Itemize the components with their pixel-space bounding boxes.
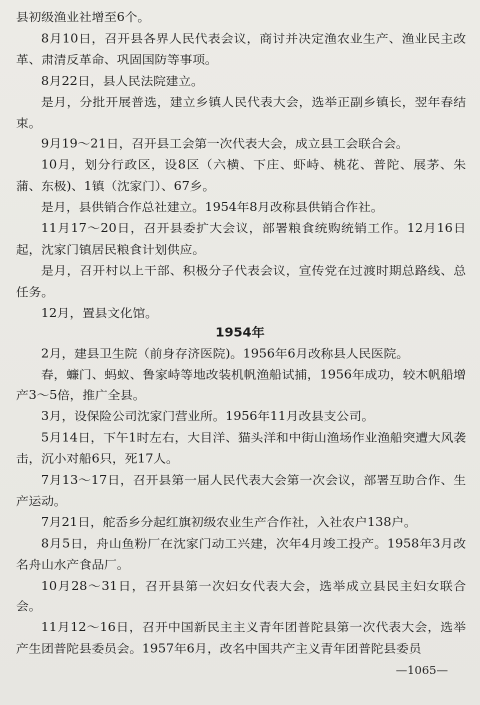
- paragraph-aug-5: 8月5日，舟山鱼粉厂在沈家门动工兴建，次年4月竣工投产。1958年3月改名舟山水产食品厂。: [16, 536, 466, 572]
- paragraph-supply-coop: 是月，县供销合作总社建立。1954年8月改称县供销合作社。: [41, 200, 384, 214]
- paragraph-oct-28: 10月28～31日，召开县第一次妇女代表大会，选举成立县民主妇女联合会。: [16, 578, 466, 614]
- paragraph-continuation: 县初级渔业社增至6个。: [16, 10, 150, 24]
- page-number: —1065—: [395, 663, 448, 677]
- paragraph-nov-12: 11月12～16日，召开中国新民主主义青年团普陀县第一次代表大会，选举产生团普陀县委员会。1957年6月，改名中国共产主义青年团普陀县委员: [16, 620, 466, 656]
- paragraph-aug-10: 8月10日，召开县各界人民代表会议，商讨并决定渔农业生产、渔业民主改革、肃清反革命、巩固国防等事项。: [16, 31, 466, 67]
- paragraph-election: 是月，分批开展普选，建立乡镇人民代表大会，选举正副乡镇长，翌年春结束。: [16, 94, 466, 130]
- paragraph-sep-19: 9月19～21日，召开县工会第一次代表大会，成立县工会联合会。: [41, 136, 409, 151]
- paragraph-dec-culture: 12月，置县文化馆。: [41, 305, 158, 320]
- paragraph-spring-boats: 春，蠊门、蚂蚁、鲁家峙等地改装机帆渔船试捕，1956年成功，较木帆船增产3～5倍，推广全县。: [16, 367, 466, 403]
- paragraph-cadre-meeting: 是月，召开村以上干部、积极分子代表会议，宣传党在过渡时期总路线、总任务。: [16, 263, 466, 299]
- paragraph-nov-17: 11月17～20日，召开县委扩大会议，部署粮食统购统销工作。12月16日起，沈家门镇居民粮食计划供应。: [16, 221, 466, 257]
- paragraph-jul-21: 7月21日，舵岙乡分起红旗初级农业生产合作社，入社农户138户。: [41, 514, 417, 529]
- paragraph-mar-insurance: 3月，设保险公司沈家门营业所。1956年11月改县支公司。: [41, 409, 375, 424]
- paragraph-oct-districts: 10月，划分行政区，设8区（六横、下庄、虾峙、桃花、普陀、展茅、朱蒲、东极)、1镇（沈家门）、67乡。: [16, 157, 466, 193]
- paragraph-feb-hospital: 2月，建县卫生院（前身存济医院)。1956年6月改称县人民医院。: [41, 346, 409, 360]
- year-heading: 1954年: [215, 325, 265, 340]
- paragraph-may-14-storm: 5月14日，下午1时左右，大目洋、猫头洋和中街山渔场作业渔船突遭大风袭击，沉小对船6只，死17人。: [16, 430, 466, 466]
- paragraph-aug-22: 8月22日，县人民法院建立。: [41, 73, 204, 88]
- paragraph-jul-13: 7月13～17日，召开县第一届人民代表大会第一次会议，部署互助合作、生产运动。: [16, 472, 466, 508]
